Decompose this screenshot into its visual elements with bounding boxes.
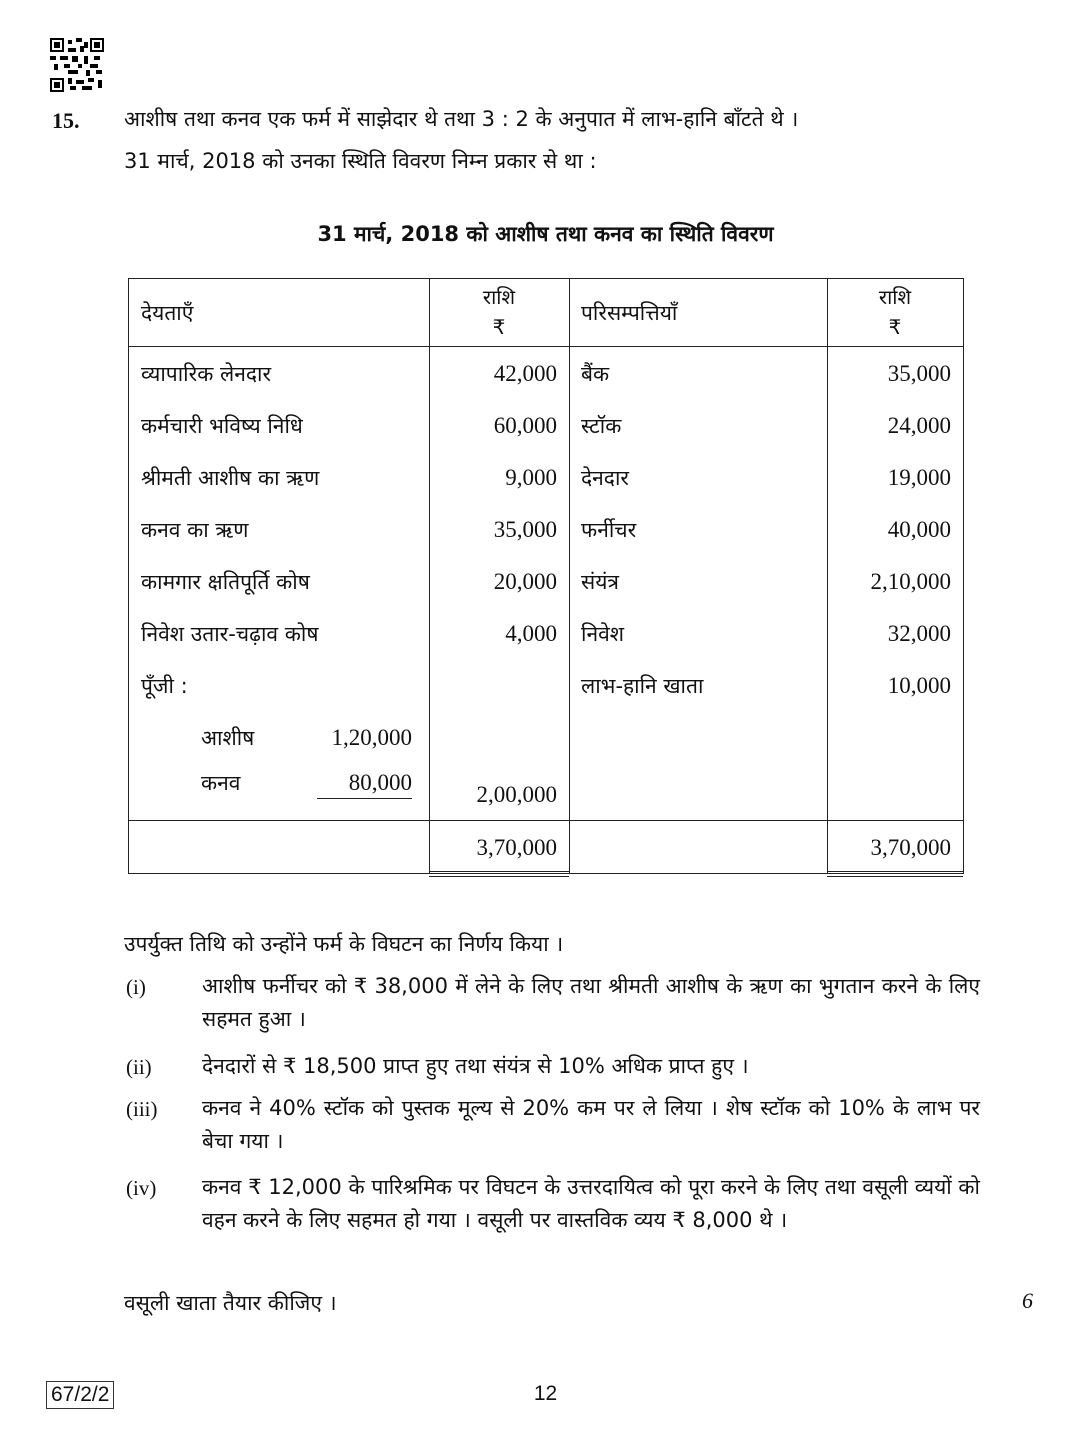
liability-amount: 20,000 [493,569,557,594]
balance-sheet-table [128,278,964,874]
partner-capital: 1,20,000 [331,725,412,750]
instruction: वसूली खाता तैयार कीजिए । [124,1291,337,1315]
liability-label: श्रीमती आशीष का ऋण [141,466,320,490]
header-currency-right: ₹ [888,315,902,339]
asset-amount: 35,000 [887,361,951,386]
page-number: 12 [533,1382,558,1405]
partner-name: कनव [201,771,241,795]
header-assets: परिसम्पत्तियाँ [581,301,678,325]
question-intro-line-2: 31 मार्च, 2018 को उनका स्थिति विवरण निम्न प्रकार से था : [124,149,597,173]
paper-code: 67/2/2 [46,1381,114,1409]
item-mark: (ii) [126,1055,152,1079]
dissolution-statement: उपर्युक्त तिथि को उन्होंने फर्म के विघटन का निर्णय किया । [124,932,564,956]
capital-label: पूँजी : [141,674,188,698]
capital-total: 2,00,000 [476,782,557,807]
asset-label: फर्नीचर [581,518,637,542]
liability-amount: 4,000 [505,621,557,646]
asset-label: निवेश [581,622,625,646]
header-amount-right: राशि [878,285,912,309]
liability-amount: 9,000 [505,465,557,490]
liability-label: निवेश उतार-चढ़ाव कोष [141,622,319,646]
item-text: आशीष फर्नीचर को ₹ 38,000 में लेने के लिए तथा श्रीमती आशीष के ऋण का भुगतान करने के लिए सहमत हुआ । [202,974,981,1031]
item-mark: (iv) [126,1176,157,1200]
item-text: देनदारों से ₹ 18,500 प्राप्त हुए तथा संयंत्र से 10% अधिक प्राप्त हुए । [202,1054,749,1078]
total-liabilities: 3,70,000 [476,835,557,860]
asset-label: संयंत्र [581,570,619,594]
total-assets: 3,70,000 [870,835,951,860]
marks: 6 [1022,1288,1033,1313]
header-liabilities: देयताएँ [141,301,194,325]
asset-label: लाभ-हानि खाता [581,674,704,698]
asset-label: बैंक [581,362,610,386]
liability-amount: 35,000 [493,517,557,542]
item-text: कनव ने 40% स्टॉक को पुस्तक मूल्य से 20% कम पर ले लिया । शेष स्टॉक को 10% के लाभ पर बेचा गया । [202,1096,980,1153]
asset-amount: 40,000 [887,517,951,542]
liability-amount: 42,000 [493,361,557,386]
partner-capital: 80,000 [317,770,412,799]
question-intro-line-1: आशीष तथा कनव एक फर्म में साझेदार थे तथा 3 : 2 के अनुपात में लाभ-हानि बाँटते थे । [124,107,799,131]
asset-amount: 10,000 [887,673,951,698]
asset-amount: 32,000 [887,621,951,646]
liability-label: कनव का ऋण [141,518,249,542]
item-text: कनव ₹ 12,000 के पारिश्रमिक पर विघटन के उत्तरदायित्व को पूरा करने के लिए तथा वसूली व्ययों को वहन करने के लिए सहमत हो गया । वसूली पर वास्तविक व्यय ₹ 8,000 थे । [202,1175,980,1232]
balance-sheet-title: 31 मार्च, 2018 को आशीष तथा कनव का स्थिति विवरण [317,222,774,246]
header-amount-left: राशि [482,285,516,309]
asset-label: देनदार [581,466,629,490]
asset-amount: 24,000 [887,413,951,438]
item-mark: (i) [126,975,146,999]
asset-label: स्टॉक [581,414,622,438]
question-number: 15. [52,108,80,133]
liability-label: व्यापारिक लेनदार [141,362,272,386]
asset-amount: 2,10,000 [870,569,951,594]
partner-name: आशीष [201,726,255,750]
item-mark: (iii) [126,1097,158,1121]
liability-label: कामगार क्षतिपूर्ति कोष [141,570,310,594]
header-currency-left: ₹ [492,315,506,339]
qr-code-icon [50,38,104,92]
liability-amount: 60,000 [493,413,557,438]
liability-label: कर्मचारी भविष्य निधि [141,414,303,438]
asset-amount: 19,000 [887,465,951,490]
